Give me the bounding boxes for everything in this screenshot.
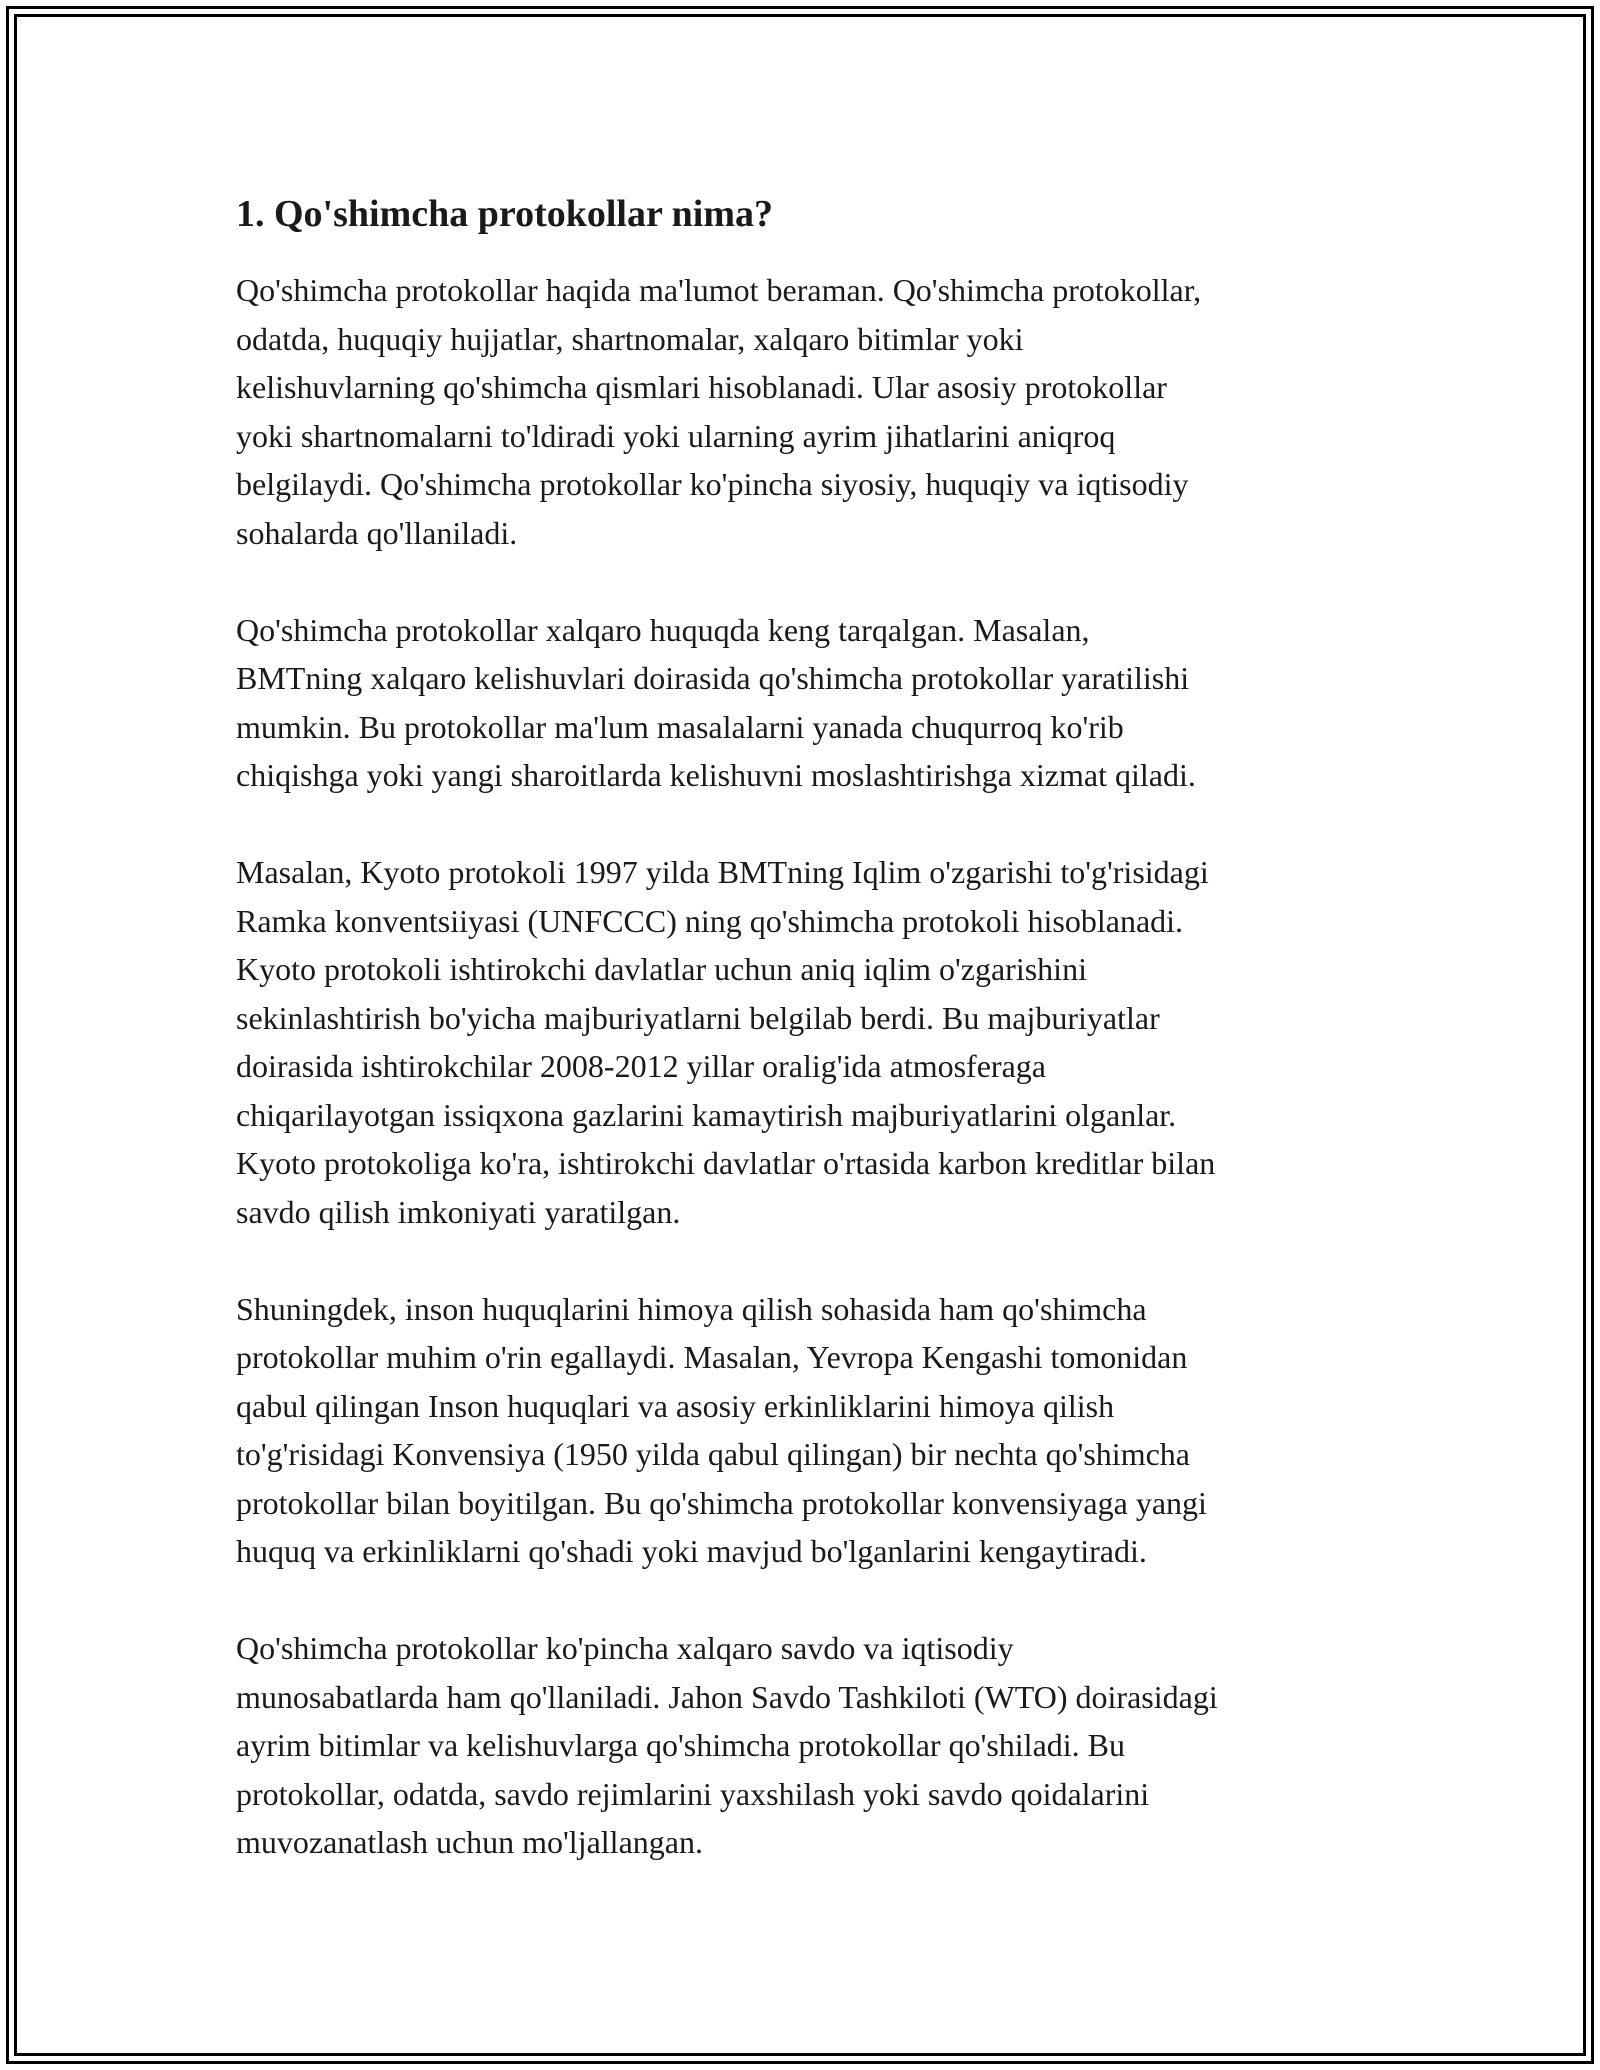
paragraph-line: Qo'shimcha protokollar haqida ma'lumot beraman. Qo'shimcha protokollar, xyxy=(236,272,1202,308)
paragraph xyxy=(236,1285,1376,1576)
paragraph-line: mumkin. Bu protokollar ma'lum masalalarni yanada chuqurroq ko'rib xyxy=(236,708,1124,745)
paragraph-line: BMTning xalqaro kelishuvlari doirasida qo'shimcha protokollar yaratilishi xyxy=(236,660,1190,696)
paragraph-line: Kyoto protokoli ishtirokchi davlatlar uchun aniq iqlim o'zgarishini xyxy=(236,951,1087,987)
paragraph xyxy=(236,1624,1376,1867)
paragraph-line: chiqishga yoki yangi sharoitlarda kelishuvni moslashtirishga xizmat qiladi. xyxy=(236,757,1196,793)
paragraph-line: Qo'shimcha protokollar ko'pincha xalqaro savdo va iqtisodiy xyxy=(236,1630,1014,1666)
paragraph-line: yoki shartnomalarni to'ldiradi yoki ularning ayrim jihatlarini aniqroq xyxy=(236,417,1116,454)
paragraph-line: munosabatlarda ham qo'llaniladi. Jahon Savdo Tashkiloti (WTO) doirasidagi xyxy=(236,1678,1218,1715)
paragraph-line: sekinlashtirish bo'yicha majburiyatlarni belgilab berdi. Bu majburiyatlar xyxy=(236,999,1160,1036)
paragraph xyxy=(236,606,1376,800)
paragraph-line: chiqarilayotgan issiqxona gazlarini kamaytirish majburiyatlarini olganlar. xyxy=(236,1096,1177,1133)
paragraph-line: Masalan, Kyoto protokoli 1997 yilda BMTning Iqlim o'zgarishi to'g'risidagi xyxy=(236,854,1209,890)
paragraph-line: Kyoto protokoliga ko'ra, ishtirokchi davlatlar o'rtasida karbon kreditlar bilan xyxy=(236,1145,1216,1181)
paragraph-line: odatda, huquqiy hujjatlar, shartnomalar, xalqaro bitimlar yoki xyxy=(236,320,1024,357)
paragraph-line: protokollar, odatda, savdo rejimlarini yaxshilash yoki savdo qoidalarini xyxy=(236,1775,1150,1812)
paragraph-line: qabul qilingan Inson huquqlari va asosiy erkinliklarini himoya qilish xyxy=(236,1387,1115,1424)
paragraph-line: ayrim bitimlar va kelishuvlarga qo'shimcha protokollar qo'shiladi. Bu xyxy=(236,1727,1125,1763)
paragraph-line: protokollar bilan boyitilgan. Bu qo'shimcha protokollar konvensiyaga yangi xyxy=(236,1484,1207,1521)
paragraph-line: Ramka konventsiiyasi (UNFCCC) ning qo'shimcha protokoli hisoblanadi. xyxy=(236,902,1184,939)
section-heading: 1. Qo'shimcha protokollar nima? xyxy=(236,193,773,235)
paragraph xyxy=(236,848,1376,1236)
paragraph-line: savdo qilish imkoniyati yaratilgan. xyxy=(236,1193,681,1230)
paragraph-line: to'g'risidagi Konvensiya (1950 yilda qabul qilingan) bir nechta qo'shimcha xyxy=(236,1436,1190,1472)
paragraph-line: Qo'shimcha protokollar xalqaro huquqda keng tarqalgan. Masalan, xyxy=(236,611,1090,648)
paragraph-line: kelishuvlarning qo'shimcha qismlari hisoblanadi. Ular asosiy protokollar xyxy=(236,369,1167,405)
paragraph-line: doirasida ishtirokchilar 2008-2012 yillar oralig'ida atmosferaga xyxy=(236,1048,1046,1084)
paragraph-line: huquq va erkinliklarni qo'shadi yoki mavjud bo'lganlarini kengaytiradi. xyxy=(236,1533,1147,1569)
paragraph-line: protokollar muhim o'rin egallaydi. Masalan, Yevropa Kengashi tomonidan xyxy=(236,1339,1188,1375)
document-body xyxy=(236,186,1376,1915)
paragraph-line: belgilaydi. Qo'shimcha protokollar ko'pincha siyosiy, huquqiy va iqtisodiy xyxy=(236,466,1189,502)
paragraph-line: muvozanatlash uchun mo'ljallangan. xyxy=(236,1824,703,1860)
paragraph-line: Shuningdek, inson huquqlarini himoya qilish sohasida ham qo'shimcha xyxy=(236,1290,1147,1327)
paragraph-line: sohalarda qo'llaniladi. xyxy=(236,514,518,551)
paragraph xyxy=(236,266,1376,557)
paragraph-list xyxy=(236,266,1376,1867)
